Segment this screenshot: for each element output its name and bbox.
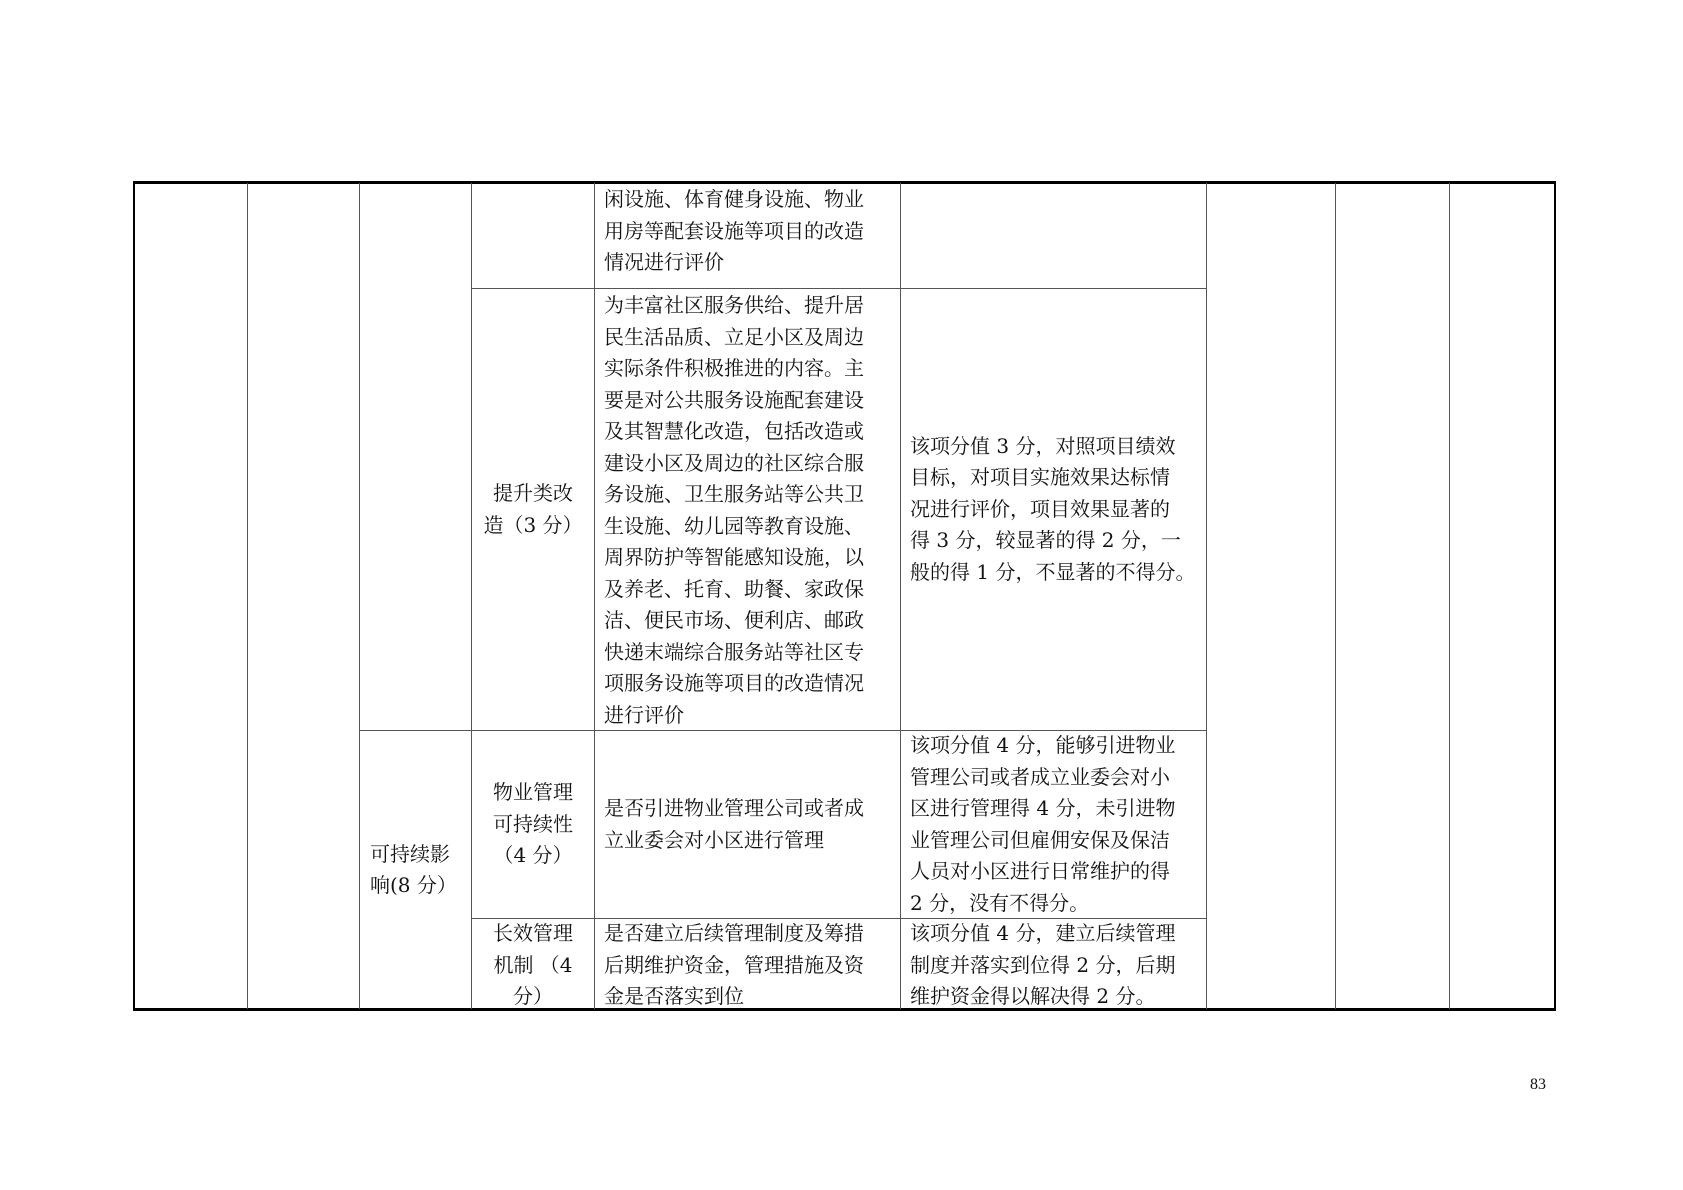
- table-cell-description: 闲设施、体育健身设施、物业 用房等配套设施等项目的改造 情况进行评价: [604, 187, 864, 274]
- description-text: 是否引进物业管理公司或者成 立业委会对小区进行管理: [604, 796, 864, 852]
- table-cell-sub-indicator: 长效管理 机制 （4 分）: [493, 921, 573, 1008]
- col-line: [900, 183, 901, 1009]
- table-cell-sub-indicator: [472, 731, 594, 918]
- table-cell-description: 是否建立后续管理制度及筹措 后期维护资金，管理措施及资 金是否落实到位: [604, 921, 864, 1008]
- sub-indicator-text: 物业管理 可持续性 （4 分）: [493, 780, 573, 868]
- table-cell-sub-indicator: [472, 289, 594, 730]
- col-line: [1335, 183, 1336, 1009]
- indicator-text: 可持续影 响(8 分）: [370, 841, 457, 897]
- table-cell-indicator: [370, 731, 470, 1009]
- col-line: [247, 183, 248, 1009]
- page-number: 83: [1530, 1076, 1546, 1093]
- col-line: [359, 183, 360, 1009]
- col-line: [1449, 183, 1450, 1009]
- table-cell-criteria: 该项分值 4 分，能够引进物业 管理公司或者成立业委会对小 区进行管理得 4 分，未引进物 业管理公司但雇佣安保及保洁 人员对小区进行日常维护的得 2 分，没有不得分。: [910, 733, 1176, 915]
- col-line: [1206, 183, 1207, 1009]
- table-cell-description: 为丰富社区服务供给、提升居 民生活品质、立足小区及周边 实际条件积极推进的内容。主 要是对公共服务设施配套建设 及其智慧化改造，包括改造或 建设小区及周边的社区综合服 务设施、卫生服务站等公共卫 生设施、幼儿园等教育设施、 周界防护等智能感知设施，以 及养老、托育、助餐、家政保 洁、便民市场、便利店、邮政 快递末端综合服务站等社区专 项服务设施等项目的改造情况 进行评价: [604, 293, 864, 727]
- table-cell-criteria: 该项分值 4 分，建立后续管理 制度并落实到位得 2 分，后期 维护资金得以解决得 2 分。: [910, 921, 1176, 1008]
- sub-indicator-text: 提升类改 造（3 分）: [483, 481, 583, 537]
- criteria-text: 该项分值 3 分，对照项目绩效 目标，对项目实施效果达标情 况进行评价，项目效果显著的 得 3 分，较显著的得 2 分，一 般的得 1 分，不显著的不得分。: [910, 433, 1196, 584]
- table-cell-criteria: [910, 289, 1202, 730]
- table-cell-description: [604, 731, 896, 918]
- col-line: [594, 183, 595, 1009]
